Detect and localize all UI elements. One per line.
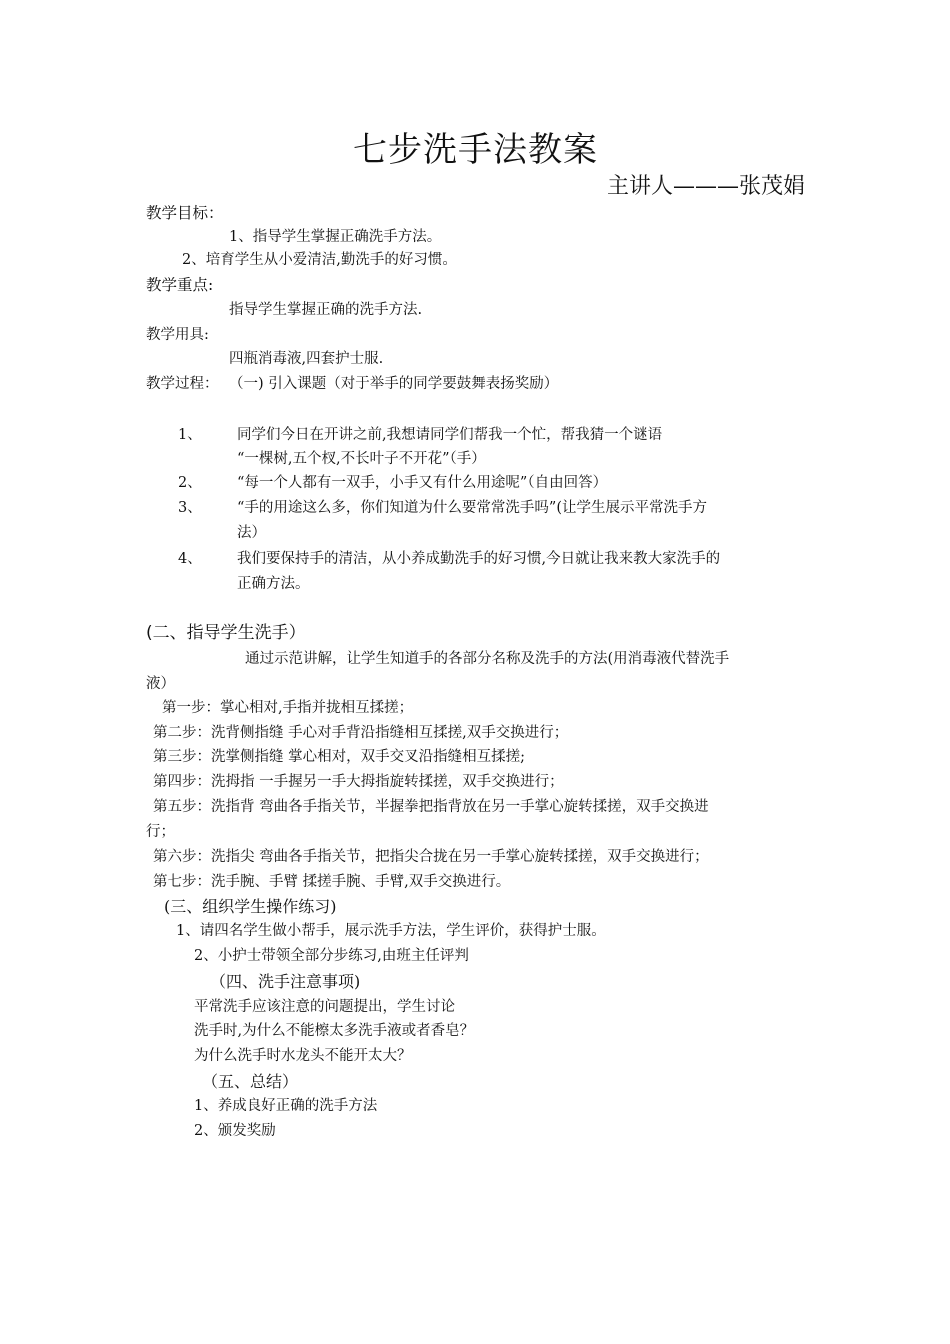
tools-heading: 教学用具: (146, 327, 209, 343)
list-item: 法） (237, 525, 266, 541)
list-item: 我们要保持手的清洁，从小养成勤洗手的好习惯,今日就让我来教大家洗手的 (237, 551, 721, 567)
step-item: 第二步：洗背侧指缝 手心对手背沿指缝相互揉搓,双手交换进行； (153, 725, 569, 741)
process-heading: 教学过程： (146, 376, 219, 392)
step-item: 行； (146, 824, 175, 840)
intro-section-title: （一) 引入课题（对于举手的同学要鼓舞表扬奖励） (229, 376, 559, 392)
list-item: 为什么洗手时水龙头不能开太大？ (194, 1048, 412, 1064)
list-item: 平常洗手应该注意的问题提出，学生讨论 (194, 999, 455, 1015)
list-item: “一棵树,五个杈,不长叶子不开花”（手） (237, 451, 486, 467)
step-item: 第三步：洗掌侧指缝 掌心相对，双手交叉沿指缝相互揉搓; (153, 749, 525, 765)
list-item: 2、颁发奖励 (194, 1123, 276, 1139)
section-title: (二、指导学生洗手） (146, 623, 306, 643)
list-item: 1、请四名学生做小帮手，展示洗手方法，学生评价，获得护士服。 (176, 923, 606, 939)
tools-text: 四瓶消毒液,四套护士服. (229, 351, 384, 367)
section-intro: 液） (146, 676, 175, 692)
list-item: 同学们今日在开讲之前,我想请同学们帮我一个忙，帮我猜一个谜语 (237, 427, 663, 443)
step-item: 第一步：掌心相对,手指并拢相互揉搓； (162, 700, 414, 716)
list-item: 正确方法。 (237, 576, 310, 592)
author-line: 主讲人———张茂娟 (607, 174, 806, 199)
step-item: 第七步：洗手腕、手臂 揉搓手腕、手臂,双手交换进行。 (153, 874, 511, 890)
list-item: 1、养成良好正确的洗手方法 (194, 1098, 378, 1114)
list-item-number: 1、 (178, 427, 202, 443)
section-intro: 通过示范讲解，让学生知道手的各部分名称及洗手的方法(用消毒液代替洗手 (245, 651, 730, 667)
list-item: “每一个人都有一双手，小手又有什么用途呢”（自由回答） (237, 475, 608, 491)
section-title: （五、总结） (202, 1072, 299, 1091)
step-item: 第四步：洗拇指 一手握另一手大拇指旋转揉搓，双手交换进行； (153, 774, 564, 790)
section-title: (三、组织学生操作练习) (164, 897, 337, 916)
key-point-heading: 教学重点: (146, 276, 214, 294)
list-item-number: 4、 (178, 551, 202, 567)
objective-item: 2、培育学生从小爱清洁,勤洗手的好习惯。 (182, 252, 457, 268)
section-title: （四、洗手注意事项) (210, 972, 361, 991)
list-item-number: 3、 (178, 500, 202, 516)
list-item: 洗手时,为什么不能檫太多洗手液或者香皂？ (194, 1023, 475, 1039)
objectives-heading: 教学目标： (146, 204, 224, 222)
key-point-text: 指导学生掌握正确的洗手方法. (229, 302, 423, 318)
document-title: 七步洗手法教案 (353, 130, 598, 170)
list-item: “手的用途这么多，你们知道为什么要常常洗手吗”(让学生展示平常洗手方 (237, 500, 707, 516)
step-item: 第六步：洗指尖 弯曲各手指关节，把指尖合拢在另一手掌心旋转揉搓，双手交换进行； (153, 849, 709, 865)
list-item-number: 2、 (178, 475, 202, 491)
step-item: 第五步：洗指背 弯曲各手指关节，半握拳把指背放在另一手掌心旋转揉搓，双手交换进 (153, 799, 709, 815)
objective-item: 1、指导学生掌握正确洗手方法。 (229, 229, 442, 245)
list-item: 2、小护士带领全部分步练习,由班主任评判 (194, 948, 469, 964)
